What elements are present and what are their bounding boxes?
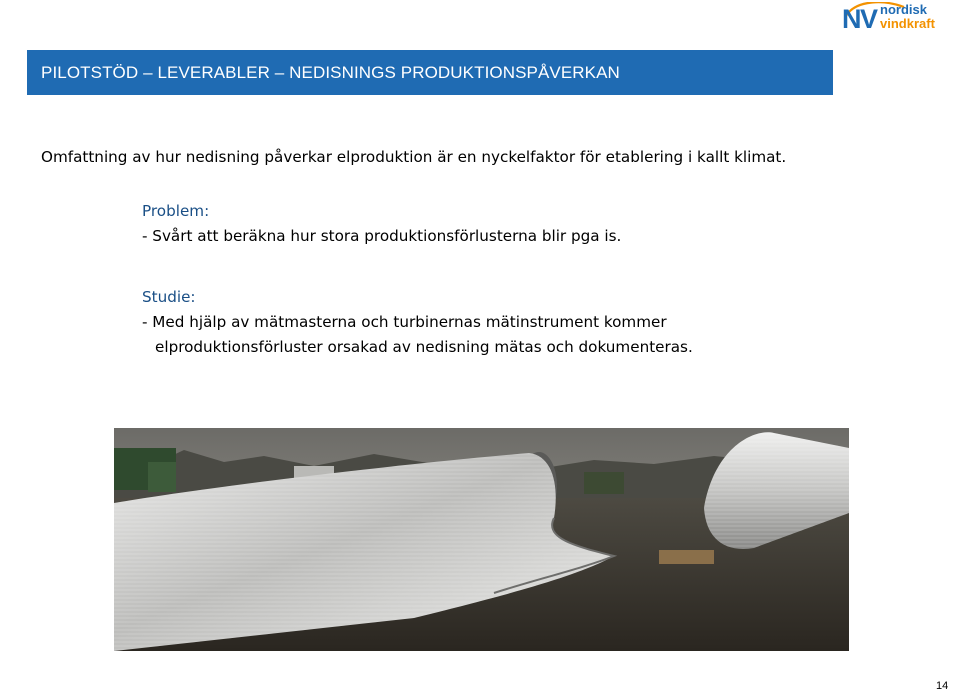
study-section xyxy=(142,285,693,360)
logo-mark: NV xyxy=(842,4,877,30)
study-heading: Studie: xyxy=(142,288,196,306)
title-bar xyxy=(27,50,833,95)
slide-title: PILOTSTÖD – LEVERABLER – NEDISNINGS PRODUKTIONSPÅVERKAN xyxy=(41,62,620,82)
page-number: 14 xyxy=(936,680,949,692)
logo-text-line2: vindkraft xyxy=(880,16,935,30)
turbine-blade-photo xyxy=(114,428,849,651)
logo-text-line1: nordisk xyxy=(880,2,927,17)
intro-text: Omfattning av hur nedisning påverkar elproduktion är en nyckelfaktor för etablering i kallt klimat. xyxy=(41,148,787,166)
study-bullet: - Med hjälp av mätmasterna och turbinernas mätinstrument kommer xyxy=(142,313,667,331)
problem-section xyxy=(142,199,621,249)
turbine-blade-photo-drawing xyxy=(114,428,849,651)
nordisk-vindkraft-logo xyxy=(842,2,958,30)
problem-bullet: - Svårt att beräkna hur stora produktionsförlusterna blir pga is. xyxy=(142,227,622,245)
study-bullet-continuation: elproduktionsförluster orsakad av nedisning mätas och dokumenteras. xyxy=(155,338,693,356)
problem-heading: Problem: xyxy=(142,202,210,220)
